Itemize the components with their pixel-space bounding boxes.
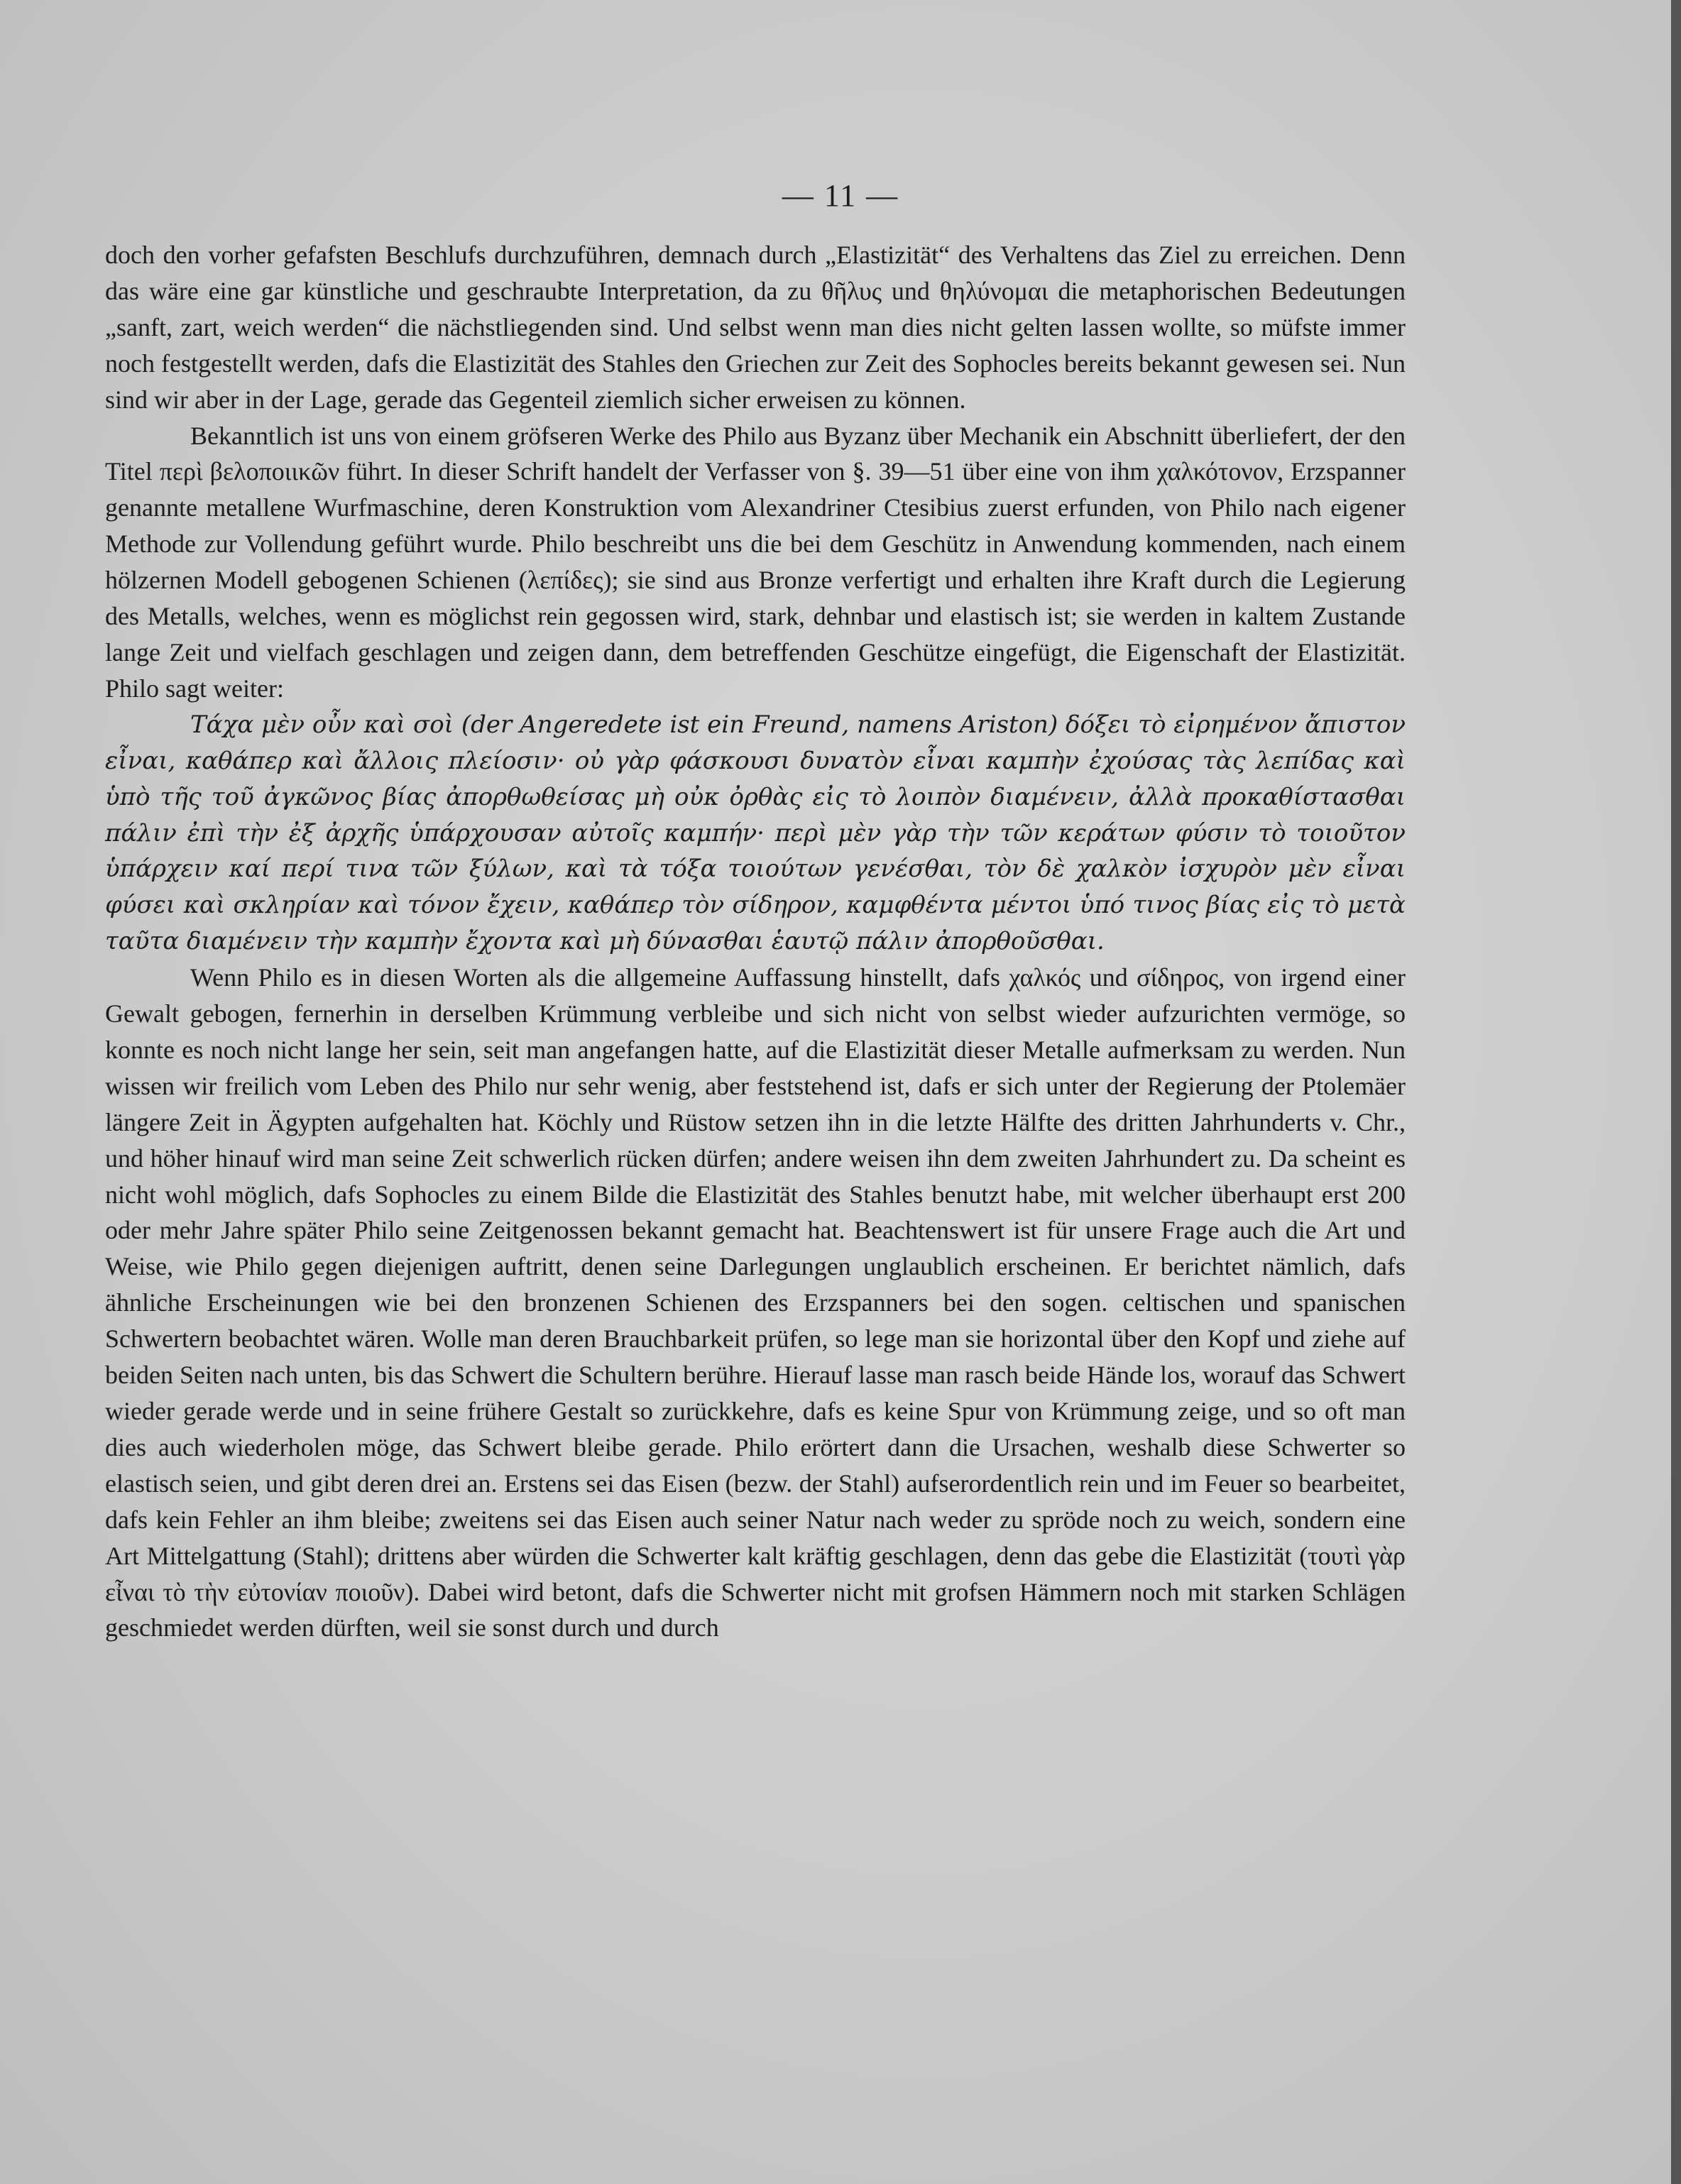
greek-quotation: Τάχα μὲν οὖν καὶ σοὶ (der Angeredete ist ein Freund, namens Ariston) δόξει τὸ εἰρημένον ἄπιστον εἶναι, καθάπερ καὶ ἄλλοις πλείοσιν· οὐ γὰρ φάσκουσι δυνατὸν εἶναι καμπὴν ἐχούσας τὰς λεπίδας καὶ ὑπὸ τῆς τοῦ ἀγκῶνος βίας ἀπορθωθείσας μὴ οὐκ ὀρθὰς εἰς τὸ λοιπὸν διαμένειν, ἀλλὰ προκαθίστασθαι πάλιν ἐπὶ τὴν ἐξ ἀρχῆς ὑπάρχουσαν αὐτοῖς καμπήν· περὶ μὲν γὰρ τὴν τῶν κεράτων φύσιν τὸ τοιοῦτον ὑπάρχειν καί περί τινα τῶν ξύλων, καὶ τὰ τόξα τοιούτων γενέσθαι, τὸν δὲ χαλκὸν ἰσχυρὸν μὲν εἶναι φύσει καὶ σκληρίαν καὶ τόνον ἔχειν, καθάπερ τὸν σίδηρον, καμφθέντα μέντοι ὑπό τινος βίας εἰς τὸ μετὰ ταῦτα διαμένειν τὴν καμπὴν ἔχοντα καὶ μὴ δύνασθαι ἑαυτῷ πάλιν ἀπορθοῦσθαι. xyxy=(105,710,1406,956)
paragraph: doch den vorher gefafsten Beschlufs durchzuführen, demnach durch „Elastizität“ des Verhaltens das Ziel zu erreichen. Denn das wäre eine gar künstliche und geschraubte Interpretation, da zu θῆλυς und θηλύνομαι die metaphorischen Bedeutungen „sanft, zart, weich werden“ die nächstliegenden sind. Und selbst wenn man dies nicht gelten lassen wollte, so müfste immer noch festgestellt werden, dafs die Elastizität des Stahles den Griechen zur Zeit des Sophocles bereits bekannt gewesen sei. Nun sind wir aber in der Lage, gerade das Gegenteil ziemlich sicher erweisen zu können. xyxy=(105,241,1406,414)
paragraph: Bekanntlich ist uns von einem gröfseren Werke des Philo aus Byzanz über Mechanik ein Abschnitt überliefert, der den Titel περὶ βελοποιικῶν führt. In dieser Schrift handelt der Verfasser von §. 39—51 über eine von ihm χαλκότονον, Erzspanner genannte metallene Wurfmaschine, deren Konstruktion vom Alexandriner Ctesibius zuerst erfunden, von Philo nach eigener Methode zur Vollendung geführt wurde. Philo beschreibt uns die bei dem Geschütz in Anwendung kommenden, nach einem hölzernen Modell gebogenen Schienen (λεπίδες); sie sind aus Bronze verfertigt und erhalten ihre Kraft durch die Legierung des Metalls, welches, wenn es möglichst rein gegossen wird, stark, dehnbar und elastisch ist; sie werden in kaltem Zustande lange Zeit und vielfach geschlagen und zeigen dann, dem betreffenden Geschütze eingefügt, die Eigenschaft der Elastizität. Philo sagt weiter: xyxy=(105,421,1406,703)
scan-edge xyxy=(1671,0,1681,2184)
page-number: — 11 — xyxy=(782,178,899,213)
paragraph: Wenn Philo es in diesen Worten als die allgemeine Auffassung hinstellt, dafs χαλκός und σίδηρος, von irgend einer Gewalt gebogen, fernerhin in derselben Krümmung verbleibe und sich nicht von selbst wieder aufzurichten vermöge, so konnte es noch nicht lange her sein, seit man angefangen hatte, auf die Elastizität dieser Metalle aufmerksam zu werden. Nun wissen wir freilich vom Leben des Philo nur sehr wenig, aber feststehend ist, dafs er sich unter der Regierung der Ptolemäer längere Zeit in Ägypten aufgehalten hat. Köchly und Rüstow setzen ihn in die letzte Hälfte des dritten Jahrhunderts v. Chr., und höher hinauf wird man seine Zeit schwerlich rücken dürfen; andere weisen ihn dem zweiten Jahrhundert zu. Da scheint es nicht wohl möglich, dafs Sophocles zu einem Bilde die Elastizität des Stahles benutzt habe, mit welcher überhaupt erst 200 oder mehr Jahre später Philo seine Zeitgenossen bekannt gemacht hat. Beachtenswert ist für unsere Frage auch die Art und Weise, wie Philo gegen diejenigen auftritt, denen seine Darlegungen unglaublich erscheinen. Er berichtet nämlich, dafs ähnliche Erscheinungen wie bei den bronzenen Schienen des Erzspanners bei den sogen. celtischen und spanischen Schwertern beobachtet wären. Wolle man deren Brauchbarkeit prüfen, so lege man sie horizontal über den Kopf und ziehe auf beiden Seiten nach unten, bis das Schwert die Schultern berühre. Hierauf lasse man rasch beide Hände los, worauf das Schwert wieder gerade werde und in seine frühere Gestalt so zurückkehre, dafs es keine Spur von Krümmung zeige, und so oft man dies auch wiederholen möge, das Schwert bleibe gerade. Philo erörtert dann die Ursachen, weshalb diese Schwerter so elastisch seien, und gibt deren drei an. Erstens sei das Eisen (bezw. der Stahl) aufserordentlich rein und im Feuer so bearbeitet, dafs kein Fehler an ihm bleibe; zweitens sei das Eisen auch seiner Natur nach weder zu spröde noch zu weich, sondern eine Art Mittelgattung (Stahl); drittens aber würden die Schwerter kalt kräftig geschlagen, denn das gebe die Elastizität (τουτὶ γὰρ εἶναι τὸ τὴν εὐτονίαν ποιοῦν). Dabei wird betont, dafs die Schwerter nicht mit grofsen Hämmern noch mit starken Schlägen geschmiedet werden dürften, weil sie sonst durch und durch xyxy=(105,963,1406,1642)
body-text xyxy=(105,237,1406,1646)
